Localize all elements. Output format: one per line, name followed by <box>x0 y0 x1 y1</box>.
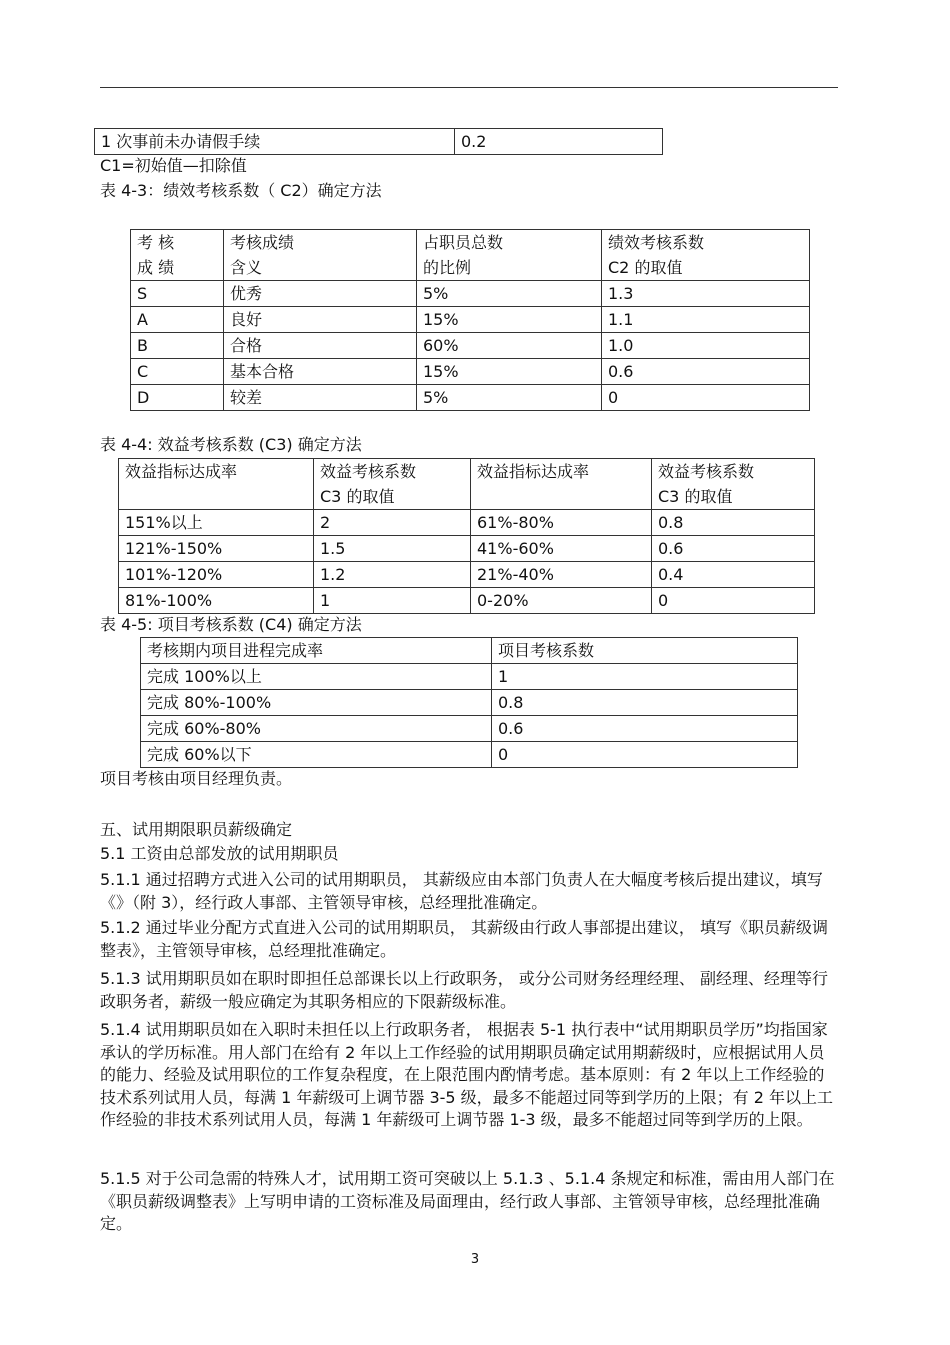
table-cell: 完成 80%-100% <box>141 690 492 716</box>
header-cell: 效益指标达成率 <box>119 459 314 510</box>
page-number: 3 <box>470 1252 480 1267</box>
section-5-title: 五、试用期限职员薪级确定 <box>100 820 293 839</box>
caption-table-4-5: 表 4-5: 项目考核系数 (C4) 确定方法 <box>100 615 362 634</box>
table-cell: 较差 <box>224 385 417 411</box>
table-4-3 <box>130 229 810 411</box>
table-header-row <box>131 230 810 281</box>
table-cell: 优秀 <box>224 281 417 307</box>
table-cell: 61%-80% <box>471 510 652 536</box>
table-cell: 合格 <box>224 333 417 359</box>
table-cell: S <box>131 281 224 307</box>
table-4-5 <box>140 637 798 768</box>
table-cell: 15% <box>417 307 602 333</box>
table-row <box>119 536 815 562</box>
table-cell: 0-20% <box>471 588 652 614</box>
table-row <box>119 588 815 614</box>
table-cell: 0 <box>602 385 810 411</box>
paragraph-5-1-4: 5.1.4 试用期职员如在入职时未担任以上行政职务者， 根据表 5-1 执行表中“试用期职员学历”均指国家承认的学历标准。用人部门在给有 2 年以上工作经验的试用期职员确定试用期薪级时，应根据试用人员的能力、经验及试用职位的工作复杂程度，在上限范围内酌情考虑。基本原则：有 2 年以上工作经验的技术系列试用人员，每满 1 年薪级可上调节器 3-5 级，最多不能超过同等到学历的上限；有 2 年以上工作经验的非技术系列试用人员，每满 1 年薪级可上调节器 1-3 级，最多不能超过同等到学历的上限。 <box>100 1020 834 1129</box>
table-cell: 1.3 <box>602 281 810 307</box>
table-row <box>141 664 798 690</box>
table-cell: 81%-100% <box>119 588 314 614</box>
table-cell: 21%-40% <box>471 562 652 588</box>
table-cell: 0.2 <box>455 129 663 155</box>
table-row <box>131 359 810 385</box>
table-4-4 <box>118 458 815 614</box>
table-row <box>141 690 798 716</box>
header-cell: 考核成绩 含义 <box>224 230 417 281</box>
table-cell: 0 <box>492 742 798 768</box>
table-cell: 1.1 <box>602 307 810 333</box>
table-cell: 基本合格 <box>224 359 417 385</box>
table-row <box>131 281 810 307</box>
table-row <box>141 716 798 742</box>
table-row <box>119 510 815 536</box>
header-cell: 效益考核系数 C3 的取值 <box>652 459 815 510</box>
header-cell: 效益指标达成率 <box>471 459 652 510</box>
table-row <box>131 333 810 359</box>
table-cell: 101%-120% <box>119 562 314 588</box>
table-cell: B <box>131 333 224 359</box>
table-cell: 完成 60%以下 <box>141 742 492 768</box>
table-cell: 1 <box>492 664 798 690</box>
header-cell: 考 核 成 绩 <box>131 230 224 281</box>
table-cell: 0.6 <box>602 359 810 385</box>
table-cell: A <box>131 307 224 333</box>
table-cell: 0.8 <box>652 510 815 536</box>
table-cell: 15% <box>417 359 602 385</box>
header-rule <box>100 87 838 88</box>
table-cell: 0.6 <box>492 716 798 742</box>
table-cell: 121%-150% <box>119 536 314 562</box>
table-cell: 0.8 <box>492 690 798 716</box>
table-cell: 0 <box>652 588 815 614</box>
table-cell: 1.0 <box>602 333 810 359</box>
top-table <box>94 128 663 155</box>
table-cell: 1.5 <box>314 536 471 562</box>
table-cell: 151%以上 <box>119 510 314 536</box>
table-row <box>131 385 810 411</box>
table-cell: 1.2 <box>314 562 471 588</box>
table-4-5-note: 项目考核由项目经理负责。 <box>100 769 293 788</box>
header-cell: 项目考核系数 <box>492 638 798 664</box>
header-cell: 考核期内项目进程完成率 <box>141 638 492 664</box>
subsection-5-1-title: 5.1 工资由总部发放的试用期职员 <box>100 844 339 863</box>
table-cell: 1 <box>314 588 471 614</box>
header-cell: 占职员总数 的比例 <box>417 230 602 281</box>
table-row <box>131 307 810 333</box>
table-cell: 良好 <box>224 307 417 333</box>
table-cell: 41%-60% <box>471 536 652 562</box>
caption-table-4-3: 表 4-3：绩效考核系数（ C2）确定方法 <box>100 181 382 200</box>
table-cell: 1 次事前未办请假手续 <box>95 129 455 155</box>
table-header-row <box>119 459 815 510</box>
table-row <box>95 129 663 155</box>
table-row <box>141 742 798 768</box>
c1-formula: C1=初始值—扣除值 <box>100 156 247 175</box>
table-cell: 2 <box>314 510 471 536</box>
table-header-row <box>141 638 798 664</box>
table-cell: D <box>131 385 224 411</box>
paragraph-5-1-1: 5.1.1 通过招聘方式进入公司的试用期职员， 其薪级应由本部门负责人在大幅度考核后提出建议，填写《》（附 3），经行政人事部、主管领导审核，总经理批准确定。 <box>100 870 823 912</box>
header-cell: 效益考核系数 C3 的取值 <box>314 459 471 510</box>
table-cell: 0.6 <box>652 536 815 562</box>
table-cell: 0.4 <box>652 562 815 588</box>
table-cell: 5% <box>417 281 602 307</box>
table-cell: 完成 100%以上 <box>141 664 492 690</box>
header-cell: 绩效考核系数 C2 的取值 <box>602 230 810 281</box>
table-cell: 5% <box>417 385 602 411</box>
paragraph-5-1-5: 5.1.5 对于公司急需的特殊人才，试用期工资可突破以上 5.1.3 、5.1.4 条规定和标准，需由用人部门在《职员薪级调整表》上写明申请的工资标准及局面理由，经行政人事部、主管领导审核，总经理批准确定。 <box>100 1169 835 1233</box>
table-row <box>119 562 815 588</box>
table-cell: 60% <box>417 333 602 359</box>
caption-table-4-4: 表 4-4: 效益考核系数 (C3) 确定方法 <box>100 435 362 454</box>
paragraph-5-1-3: 5.1.3 试用期职员如在职时即担任总部课长以上行政职务， 或分公司财务经理经理、 副经理、经理等行政职务者，薪级一般应确定为其职务相应的下限薪级标准。 <box>100 969 828 1011</box>
table-cell: 完成 60%-80% <box>141 716 492 742</box>
table-cell: C <box>131 359 224 385</box>
paragraph-5-1-2: 5.1.2 通过毕业分配方式直进入公司的试用期职员， 其薪级由行政人事部提出建议， 填写《职员薪级调整表》，主管领导审核，总经理批准确定。 <box>100 918 828 960</box>
